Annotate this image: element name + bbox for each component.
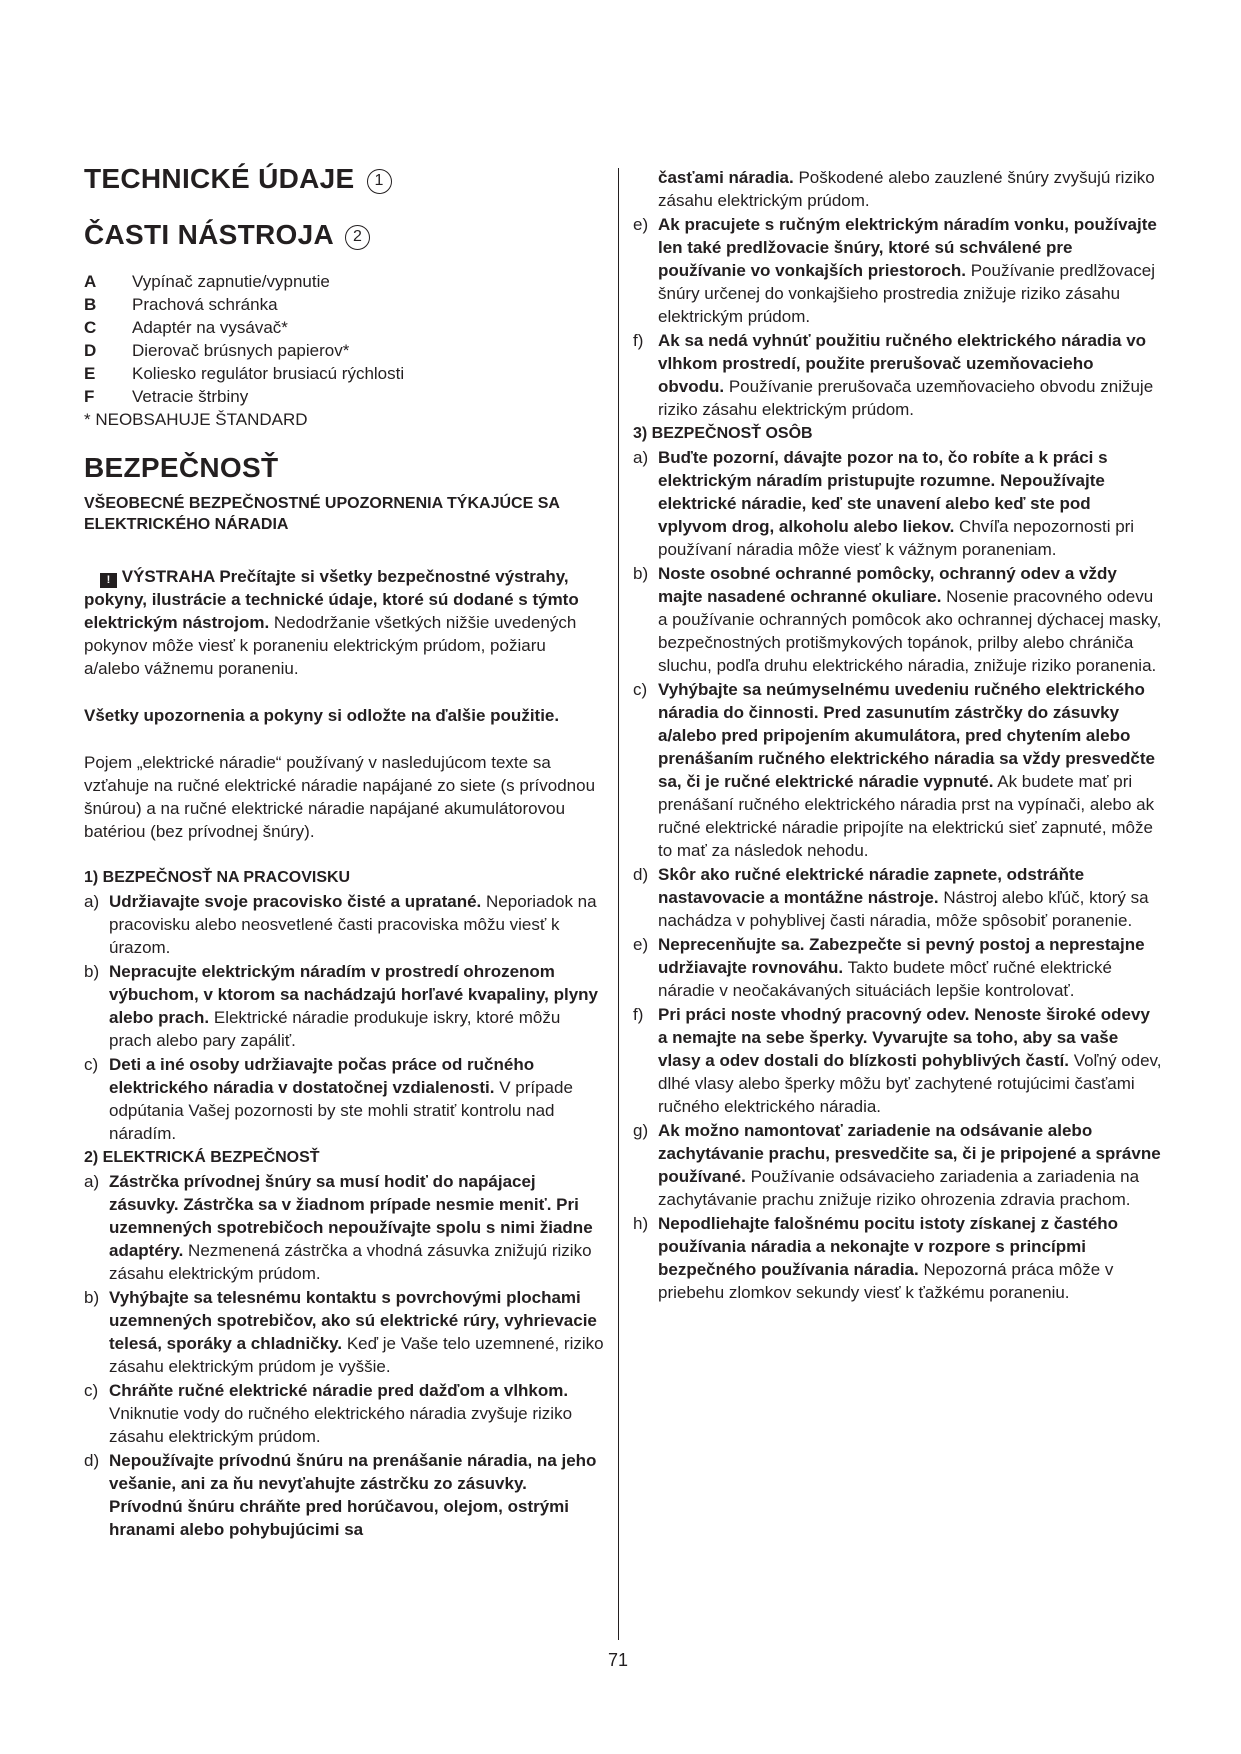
item-text: Nosenie pracovného odevu a používanie ochranných pomôcok ako ochrannej dýchacej masky, bezpečnostných protišmykových topánok, prilby alebo chrániča sluchu, podľa druhu elektrického náradia, znižuje riziko poranenia. — [658, 587, 1162, 675]
section2-heading: 2) ELEKTRICKÁ BEZPEČNOSŤ — [84, 1149, 320, 1166]
part-item — [84, 270, 604, 293]
item-letter: e) — [633, 935, 649, 954]
part-label: Prachová schránka — [132, 295, 278, 314]
item-letter: b) — [84, 1288, 100, 1307]
item-text: Používanie predlžovacej šnúry určenej do vonkajšieho prostredia znižuje riziko zásahu elektrickým prúdom. — [658, 261, 1155, 326]
item-text: Elektrické náradie produkuje iskry, ktoré môžu prach alebo pary zapáliť. — [109, 1008, 561, 1050]
item-bold: Pri práci noste vhodný pracovný odev. Nenoste široké odevy a nemajte na sebe šperky. Vyvarujte sa toho, aby sa vaše vlasy a odev dostali do blízkosti pohyblivých častí. — [658, 1005, 1150, 1070]
item-letter: b) — [633, 564, 649, 583]
item-bold: Ak pracujete s ručným elektrickým náradím vonku, používajte len také predlžovacie šnúry, ktoré sú schválené pre používanie vo vonkajších priestoroch. — [658, 215, 1157, 280]
item-text: Nástroj alebo kľúč, ktorý sa nachádza v pohyblivej časti náradia, môže spôsobiť poranenie. — [658, 888, 1149, 930]
part-letter: E — [84, 364, 96, 383]
part-label: Koliesko regulátor brusiacú rýchlosti — [132, 364, 405, 383]
list-item — [633, 1003, 1163, 1118]
item-letter: e) — [633, 215, 649, 234]
item-text: Takto budete môcť ručné elektrické náradie v neočakávaných situáciách lepšie kontrolovať. — [658, 958, 1112, 1000]
list-item — [633, 329, 1163, 421]
item-text: Chvíľa nepozornosti pri používaní náradia môže viesť k vážnym poraneniam. — [658, 517, 1135, 559]
item-text: Poškodené alebo zauzlené šnúry zvyšujú riziko zásahu elektrickým prúdom. — [658, 168, 1155, 210]
list-item-continuation — [633, 166, 1163, 212]
part-item — [84, 339, 604, 362]
item-bold: Nepracujte elektrickým náradím v prostredí ohrozenom výbuchom, v ktorom sa nachádzajú horľavé kvapaliny, plyny alebo prach. — [109, 962, 599, 1027]
safety-heading: BEZPEČNOSŤ — [84, 452, 279, 483]
left-column — [84, 150, 604, 1542]
item-letter: d) — [84, 1451, 100, 1470]
item-letter: a) — [84, 892, 100, 911]
list-item — [84, 1170, 604, 1285]
item-letter: h) — [633, 1214, 649, 1233]
item-letter: f) — [633, 331, 644, 350]
list-item — [84, 1379, 604, 1448]
list-item — [84, 1449, 604, 1541]
technical-data-title: TECHNICKÉ ÚDAJE — [84, 163, 355, 194]
general-warnings-heading: VŠEOBECNÉ BEZPEČNOSTNÉ UPOZORNENIA TÝKAJÚCE SA ELEKTRICKÉHO NÁRADIA — [84, 495, 560, 533]
item-bold: Ak možno namontovať zariadenie na odsávanie alebo zachytávanie prachu, presvedčite sa, či je pripojené a správne používané. — [658, 1121, 1161, 1186]
list-item — [633, 446, 1163, 561]
figure-ref-1: 1 — [367, 169, 392, 194]
warning-paragraph — [84, 565, 604, 680]
item-bold: Buďte pozorní, dávajte pozor na to, čo robíte a k práci s elektrickým náradím pristupujte rozumne. Nepoužívajte elektrické náradie, keď ste unavení alebo keď ste pod vplyvom drog, alkoholu alebo liekov. — [658, 448, 1108, 536]
tool-parts-title: ČASTI NÁSTROJA — [84, 219, 333, 250]
part-letter: A — [84, 272, 97, 291]
parts-list — [84, 270, 604, 431]
warning-bold: VÝSTRAHA Prečítajte si všetky bezpečnostné výstrahy, pokyny, ilustrácie a technické údaje, ktoré sú dodané s týmto elektrickým nástrojom. — [84, 567, 579, 632]
item-text: V prípade odpútania Vašej pozornosti by ste mohli stratiť kontrolu nad náradím. — [109, 1078, 573, 1143]
item-bold: Nepoužívajte prívodnú šnúru na prenášanie náradia, na jeho vešanie, ani za ňu nevyťahujte zástrčku zo zásuvky. Prívodnú šnúru chráňte pred horúčavou, olejom, ostrými hranami alebo pohybujúcimi sa — [109, 1451, 597, 1539]
item-letter: c) — [84, 1381, 99, 1400]
item-bold: Vyhýbajte sa telesnému kontaktu s povrchovými plochami uzemnených spotrebičov, ako sú elektrické rúry, vyhrievacie telesá, sporáky a chladničky. — [109, 1288, 597, 1353]
column-divider — [618, 168, 619, 1640]
item-bold: Zástrčka prívodnej šnúry sa musí hodiť do napájacej zásuvky. Zástrčka sa v žiadnom prípade nesmie meniť. Pri uzemnených spotrebičoch nepoužívajte spolu s nimi žiadne adaptéry. — [109, 1172, 593, 1260]
part-item — [84, 362, 604, 385]
item-bold: časťami náradia. — [658, 168, 794, 187]
list-item — [633, 213, 1163, 328]
section3-heading: 3) BEZPEČNOSŤ OSÔB — [633, 425, 813, 442]
part-label: Vypínač zapnutie/vypnutie — [132, 272, 330, 291]
list-item — [84, 960, 604, 1052]
item-text: Ak budete mať pri prenášaní ručného elektrického náradia prst na vypínači, alebo ak ručné elektrické náradie pripojíte na elektrickú sieť zapnuté, môže to mať za následok nehodu. — [658, 772, 1155, 860]
list-item — [633, 562, 1163, 677]
list-item — [633, 678, 1163, 862]
part-item — [84, 293, 604, 316]
parts-note: * NEOBSAHUJE ŠTANDARD — [84, 410, 308, 429]
list-item — [633, 1119, 1163, 1211]
part-letter: C — [84, 318, 97, 337]
item-letter: a) — [84, 1172, 100, 1191]
item-bold: Chráňte ručné elektrické náradie pred dažďom a vlhkom. — [109, 1381, 569, 1400]
item-bold: Skôr ako ručné elektrické náradie zapnete, odstráňte nastavovacie a montážne nástroje. — [658, 865, 1085, 907]
list-item — [633, 863, 1163, 932]
warning-text: Nedodržanie všetkých nižšie uvedených pokynov môže viesť k poraneniu elektrickým prúdom, požiaru a/alebo vážnemu poraneniu. — [84, 613, 577, 678]
part-label: Adaptér na vysávač* — [132, 318, 288, 337]
item-bold: Neprecenňujte sa. Zabezpečte si pevný postoj a neprestajne udržiavajte rovnováhu. — [658, 935, 1145, 977]
part-letter: D — [84, 341, 97, 360]
item-text: Vniknutie vody do ručného elektrického náradia zvyšuje riziko zásahu elektrickým prúdom. — [109, 1404, 573, 1446]
item-bold: Ak sa nedá vyhnúť použitiu ručného elektrického náradia vo vlhkom prostredí, použite prerušovač uzemňovacieho obvodu. — [658, 331, 1147, 396]
figure-ref-2: 2 — [345, 225, 370, 250]
save-notice: Všetky upozornenia a pokyny si odložte na ďalšie použitie. — [84, 706, 560, 725]
tool-parts-heading — [84, 218, 604, 252]
item-bold: Deti a iné osoby udržiavajte počas práce od ručného elektrického náradia v dostatočnej vzdialenosti. — [109, 1055, 535, 1097]
list-item — [633, 933, 1163, 1002]
item-letter: c) — [633, 680, 648, 699]
item-text: Voľný odev, dlhé vlasy alebo šperky môžu byť zachytené rotujúcimi časťami ručného elektrického náradia. — [658, 1051, 1162, 1116]
item-text: Nezmenená zástrčka a vhodná zásuvka znižujú riziko zásahu elektrickým prúdom. — [109, 1241, 592, 1283]
item-bold: Nepodliehajte falošnému pocitu istoty získanej z častého používania náradia a nekonajte v rozpore s princípmi bezpečného používania náradia. — [658, 1214, 1119, 1279]
list-item — [84, 890, 604, 959]
item-letter: b) — [84, 962, 100, 981]
list-item — [633, 1212, 1163, 1304]
item-letter: g) — [633, 1121, 649, 1140]
part-item — [84, 316, 604, 339]
item-text: Nepozorná práca môže v priebehu zlomkov sekundy viesť k ťažkému poraneniu. — [658, 1260, 1114, 1302]
part-item — [84, 385, 604, 408]
page-number: 71 — [607, 1650, 629, 1670]
item-text: Používanie prerušovača uzemňovacieho obvodu znižuje riziko zásahu elektrickým prúdom. — [658, 377, 1154, 419]
part-label: Vetracie štrbiny — [132, 387, 249, 406]
section1-heading: 1) BEZPEČNOSŤ NA PRACOVISKU — [84, 869, 351, 886]
item-letter: a) — [633, 448, 649, 467]
warning-icon: ! — [100, 573, 117, 588]
item-text: Používanie odsávacieho zariadenia a zariadenia na zachytávanie prachu znižuje riziko ohrozenia zdravia prachom. — [658, 1167, 1140, 1209]
part-label: Dierovač brúsnych papierov* — [132, 341, 350, 360]
item-bold: Vyhýbajte sa neúmyselnému uvedeniu ručného elektrického náradia do činnosti. Pred zasunutím zástrčky do zásuvky a/alebo pred pripojením akumulátora, pred chytením alebo prenášaním ručného elektrického náradia sa vždy presvedčte sa, či je ručné elektrické náradie vypnuté. — [658, 680, 1155, 791]
list-item — [84, 1053, 604, 1145]
item-text: Neporiadok na pracovisku alebo neosvetlené časti pracoviska môžu viesť k úrazom. — [109, 892, 597, 957]
item-letter: d) — [633, 865, 649, 884]
part-letter: F — [84, 387, 95, 406]
technical-data-heading — [84, 162, 604, 196]
item-bold: Udržiavajte svoje pracovisko čisté a upratané. — [109, 892, 482, 911]
item-letter: c) — [84, 1055, 99, 1074]
item-bold: Noste osobné ochranné pomôcky, ochranný odev a vždy majte nasadené ochranné okuliare. — [658, 564, 1117, 606]
intro-paragraph: Pojem „elektrické náradie“ používaný v nasledujúcom texte sa vzťahuje na ručné elektrické náradie napájané zo siete (s prívodnou šnúrou) a na ručné elektrické náradie napájané akumulátorovou batériou (bez prívodnej šnúry). — [84, 753, 596, 841]
list-item — [84, 1286, 604, 1378]
part-letter: B — [84, 295, 97, 314]
right-column — [633, 166, 1163, 1305]
item-letter: f) — [633, 1005, 644, 1024]
item-text: Keď je Vaše telo uzemnené, riziko zásahu elektrickým prúdom je vyššie. — [109, 1334, 604, 1376]
